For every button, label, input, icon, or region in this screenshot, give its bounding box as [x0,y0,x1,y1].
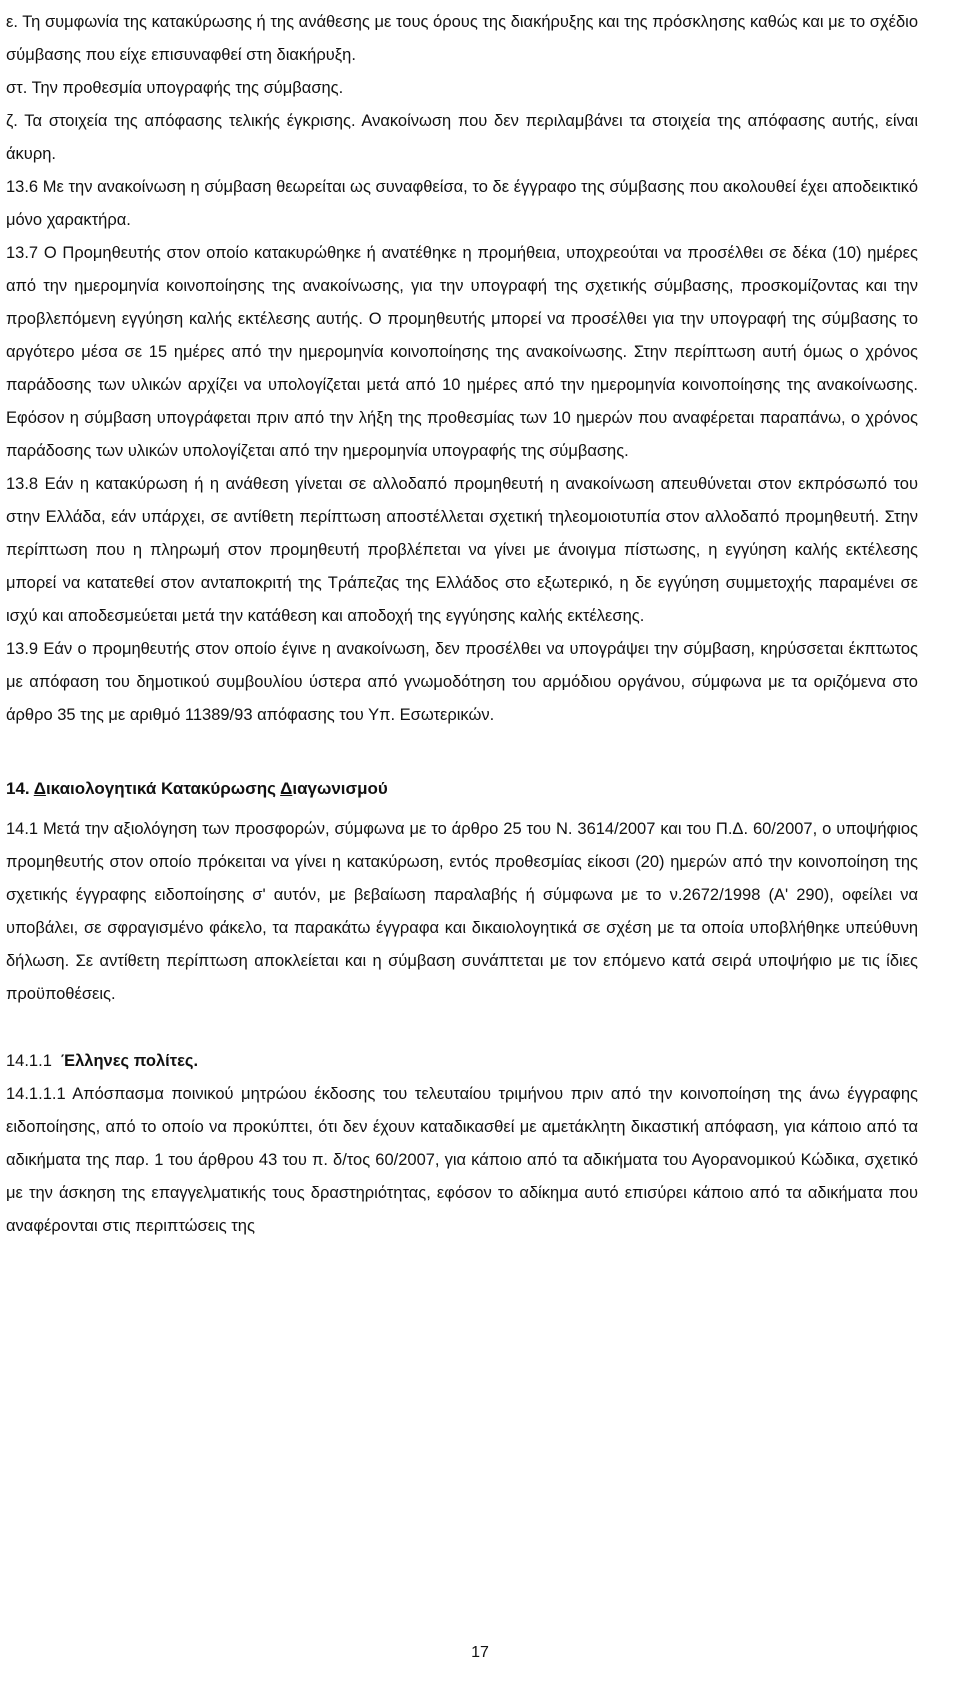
paragraph-14-1-1-1: 14.1.1.1 Απόσπασμα ποινικού μητρώου έκδοσης του τελευταίου τριμήνου πριν από την κοινοποίηση της άνω έγγραφης ειδοποίησης, από το οποίο να προκύπτει, ότι δεν έχουν καταδικασθεί με αμετάκλητη δικαστική απόφαση, για κάποιο από τα αδικήματα της παρ. 1 του άρθρου 43 του π. δ/τος 60/2007, για κάποιο από τα αδικήματα του Αγορανομικού Κώδικα, σχετικό με την άσκηση της επαγγελματικής τους δραστηριότητας, εφόσον το αδίκημα αυτό επισύρει κάποιο από τα αδικήματα που αναφέρονται στις περιπτώσεις της [6,1085,918,1235]
paragraph-13-7: 13.7 Ο Προμηθευτής στον οποίο κατακυρώθηκε ή ανατέθηκε η προμήθεια, υποχρεούται να προσέλθει σε δέκα (10) ημέρες από την ημερομηνία κοινοποίησης της ανακοίνωσης, για την υπογραφή της σχετικής σύμβασης, προσκομίζοντας και την προβλεπόμενη εγγύηση καλής εκτέλεσης αυτής. Ο προμηθευτής μπορεί να προσέλθει για την υπογραφή της σύμβασης το αργότερο μέσα σε 15 ημέρες από την ημερομηνία κοινοποίησης της ανακοίνωσης. Στην περίπτωση αυτή όμως ο χρόνος παράδοσης των υλικών αρχίζει να υπολογίζεται μετά από 10 ημέρες από την ημερομηνία κοινοποίησης της ανακοίνωσης. Εφόσον η σύμβαση υπογράφεται πριν από την λήξη της προθεσμίας των 10 ημερών που αναφέρεται παραπάνω, ο χρόνος παράδοσης των υλικών υπολογίζεται από την ημερομηνία υπογραφής της σύμβασης. [6,244,918,460]
section-14-title: Δ [33,779,46,798]
paragraph-14-1: 14.1 Μετά την αξιολόγηση των προσφορών, σύμφωνα με το άρθρο 25 του Ν. 3614/2007 και του Π.Δ. 60/2007, ο υποψήφιος προμηθευτής στον οποίο πρόκειται να γίνει η κατακύρωση, εντός προθεσμίας είκοσι (20) ημερών από την κοινοποίηση της σχετικής έγγραφης ειδοποίησης σ' αυτόν, με βεβαίωση παραλαβής ή σύμφωνα με το ν.2672/1998 (Α' 290), οφείλει να υποβάλει, σε σφραγισμένο φάκελο, τα παρακάτω έγγραφα και δικαιολογητικά σε σχέση με τα οποία υποβλήθηκε υπεύθυνη δήλωση. Σε αντίθετη περίπτωση αποκλείεται και η σύμβαση συνάπτεται με τον επόμενο κατά σειρά υποψήφιο με τις ίδιες προϋποθέσεις. [6,820,918,1003]
page-number: 17 [471,1644,489,1661]
subsection-14-1-1-heading [6,1045,918,1078]
section-14-heading: 14. Δικαιολογητικά Κατακύρωσης Διαγωνισμού [6,779,388,798]
paragraph-13-9: 13.9 Εάν ο προμηθευτής στον οποίο έγινε η ανακοίνωση, δεν προσέλθει να υπογράψει την σύμβαση, κηρύσσεται έκπτωτος με απόφαση του δημοτικού συμβουλίου ύστερα από γνωμοδότηση του αρμόδιου οργάνου, σύμφωνα με τα οριζόμενα στο άρθρο 35 της με αριθμό 11389/93 απόφασης του Υπ. Εσωτερικών. [6,640,918,724]
paragraph-13-6: 13.6 Με την ανακοίνωση η σύμβαση θεωρείται ως συναφθείσα, το δε έγγραφο της σύμβασης που ακολουθεί έχει αποδεικτικό μόνο χαρακτήρα. [6,178,918,229]
paragraph-z: ζ. Τα στοιχεία της απόφασης τελικής έγκρισης. Ανακοίνωση που δεν περιλαμβάνει τα στοιχεία της απόφασης αυτής, είναι άκυρη. [6,112,918,163]
subsection-14-1-1-title: Έλληνες πολίτες. [61,1052,199,1070]
paragraph-st: στ. Την προθεσμία υπογραφής της σύμβασης. [6,79,344,97]
paragraph-e: ε. Τη συμφωνία της κατακύρωσης ή της ανάθεσης με τους όρους της διακήρυξης και της πρόσκλησης καθώς και με το σχέδιο σύμβασης που είχε επισυναφθεί στη διακήρυξη. [6,13,918,64]
paragraph-13-8: 13.8 Εάν η κατακύρωση ή η ανάθεση γίνεται σε αλλοδαπό προμηθευτή η ανακοίνωση απευθύνεται στον εκπρόσωπό του στην Ελλάδα, εάν υπάρχει, σε αντίθετη περίπτωση αποστέλλεται σχετική τηλεομοιοτυπία στον αλλοδαπό προμηθευτή. Στην περίπτωση που η πληρωμή στον προμηθευτή προβλέπεται να γίνει με άνοιγμα πίστωσης, η εγγύηση καλής εκτέλεσης μπορεί να κατατεθεί στον ανταποκριτή της Τράπεζας της Ελλάδος στο εξωτερικό, η δε εγγύηση συμμετοχής παραμένει σε ισχύ και αποδεσμεύεται μετά την κατάθεση και αποδοχή της εγγύησης καλής εκτέλεσης. [6,475,918,625]
subsection-14-1-1-number: 14.1.1 [6,1052,52,1070]
section-14-number: 14. [6,779,30,798]
